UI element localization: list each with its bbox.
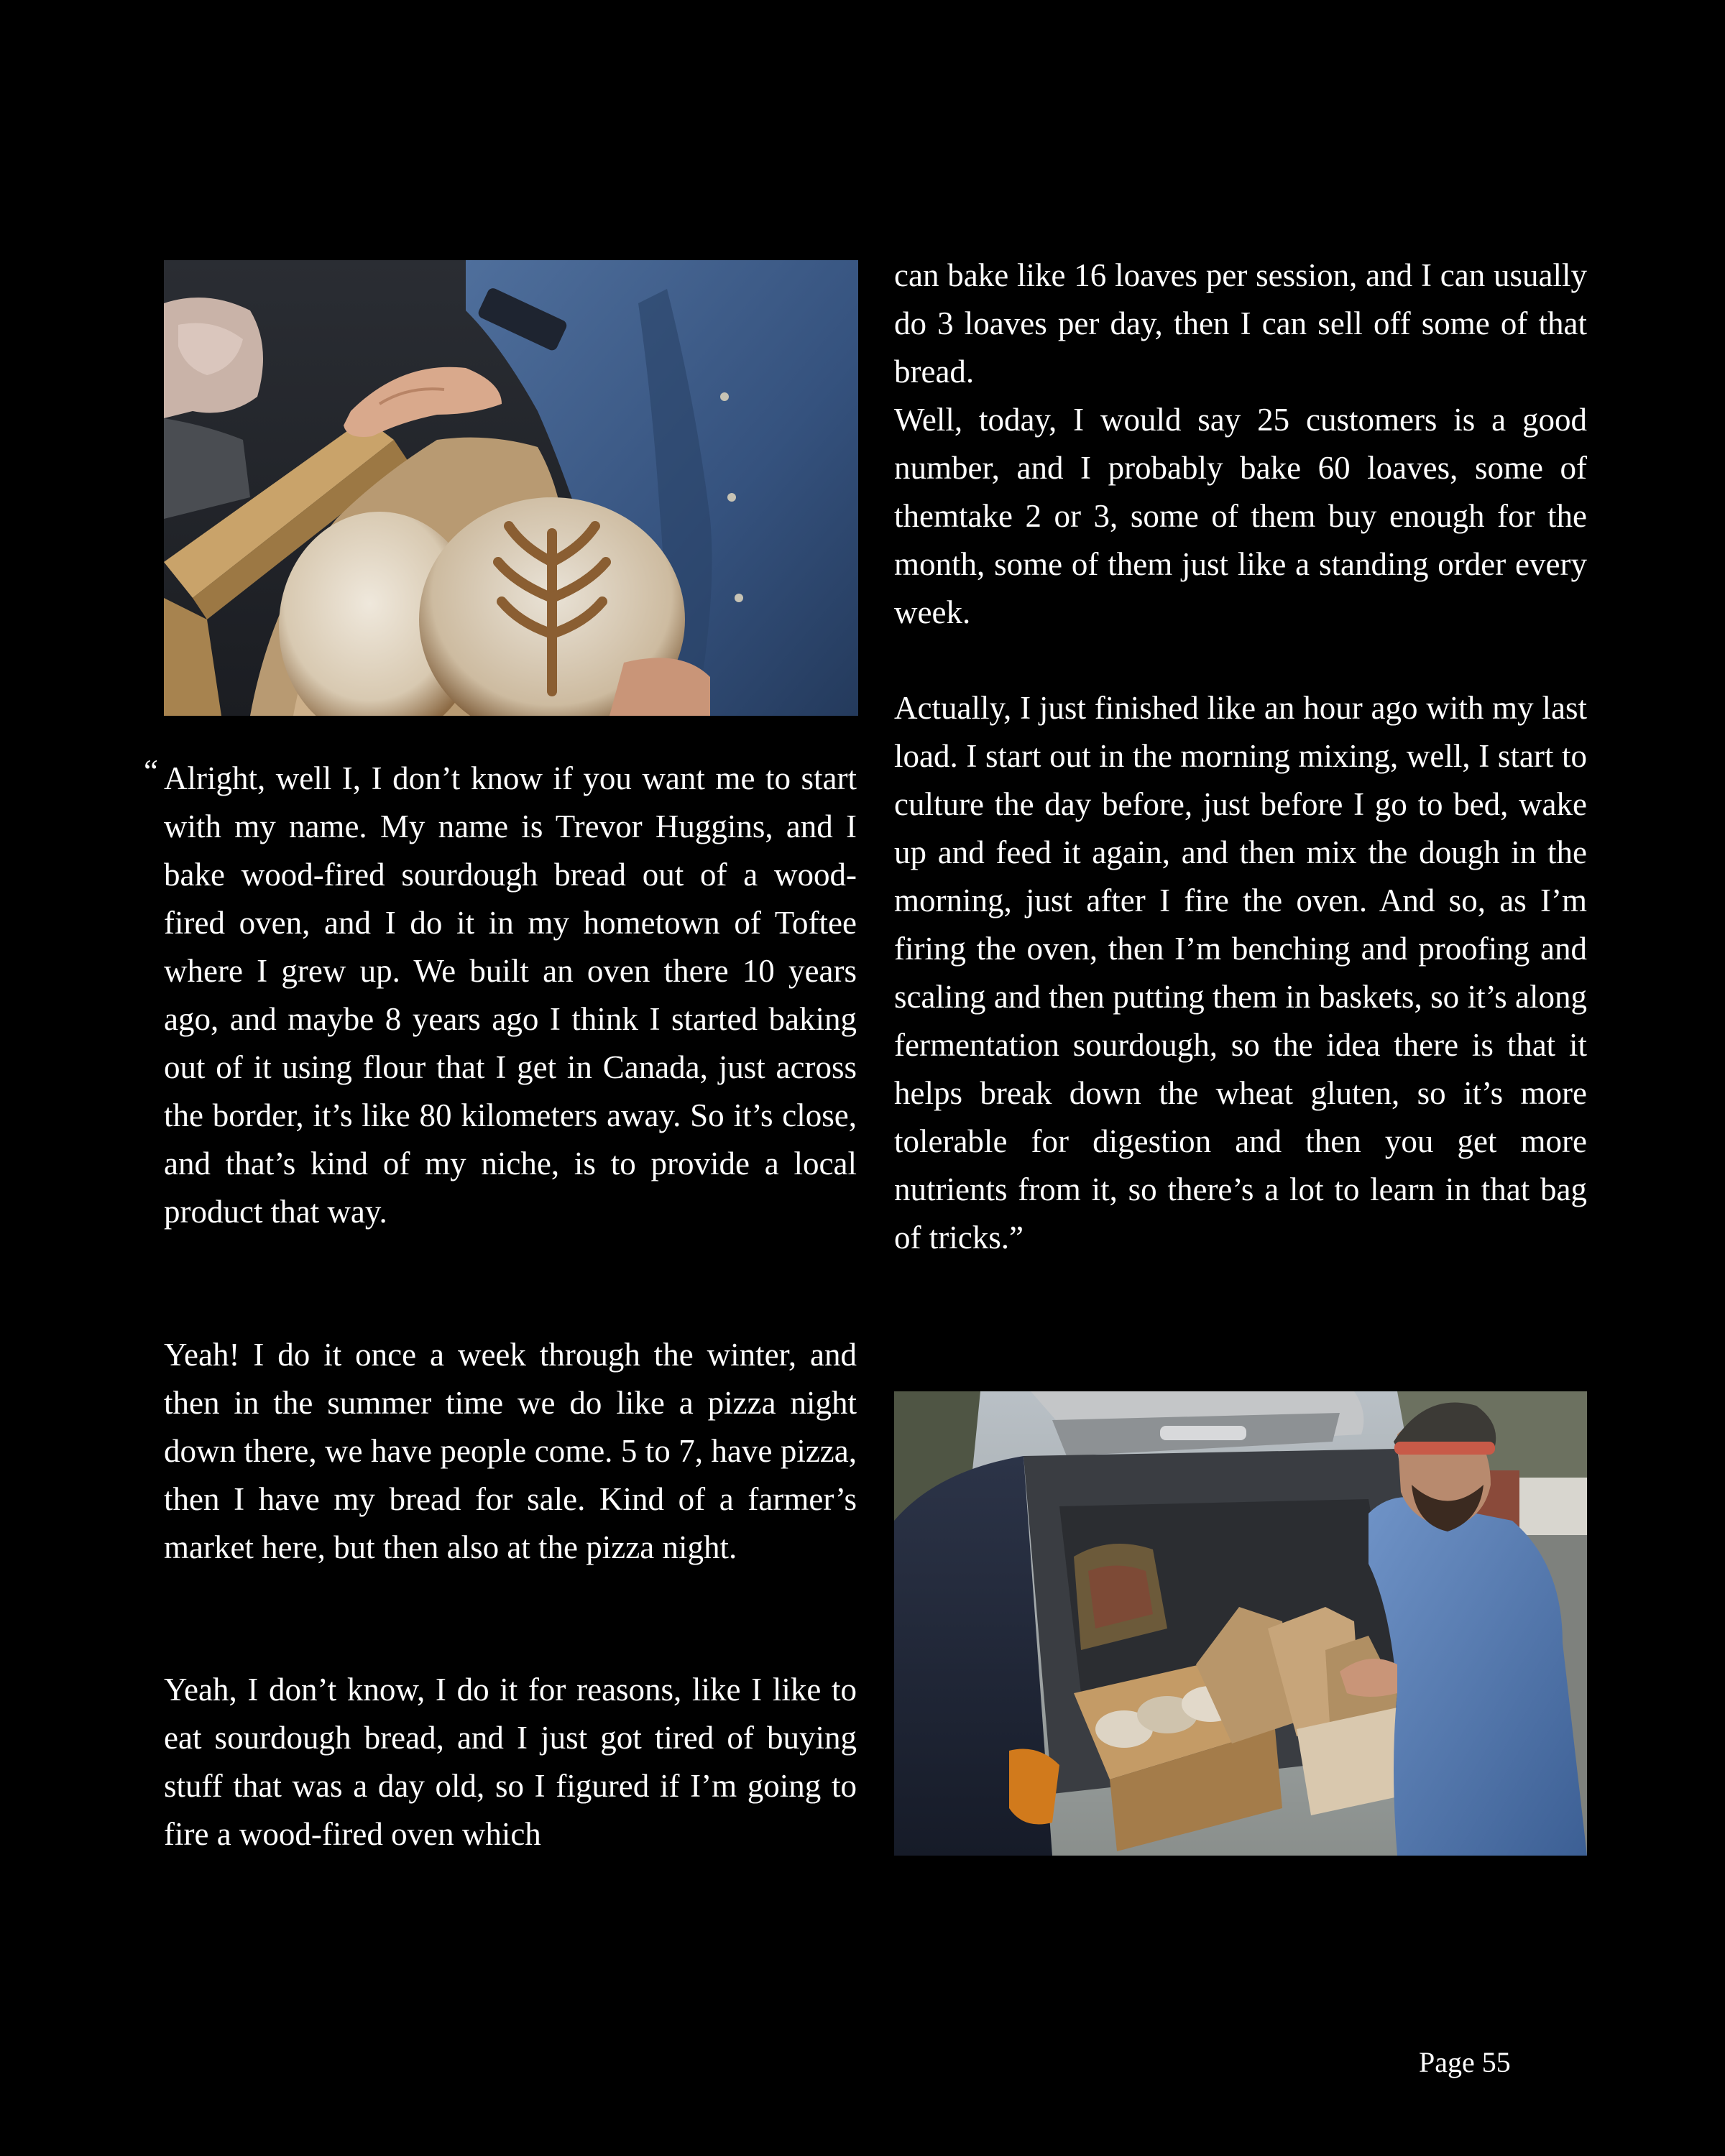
bread-loaves-image <box>164 260 858 716</box>
bread-loaves-photo <box>164 260 858 716</box>
interview-paragraph-1: Alright, well I, I don’t know if you want me to start with my name. My name is Trevor Huggins, and I bake wood-fired sourdough bread out of a wood-fired oven, and I do it in my hometown of Toftee where I grew up. We built an oven there 10 years ago, and maybe 8 years ago I think I started baking out of it using flour that I get in Canada, just across the border, it’s like 80 kilometers away. So it’s close, and that’s kind of my niche, is to provide a local product that way. <box>164 760 857 1230</box>
interview-paragraph-2: Yeah! I do it once a week through the winter, and then in the summer time we do like a pizza night down there, we have people come. 5 to 7, have pizza, then I have my bread for sale. Kind of a farmer’s market here, but then also at the pizza night. <box>164 1337 857 1565</box>
baker-car-trunk-photo <box>894 1391 1587 1856</box>
baker-car-trunk-image <box>894 1391 1587 1856</box>
opening-quote-mark: “ <box>144 753 158 789</box>
page-number: Page 55 <box>1419 2046 1511 2078</box>
interview-paragraph-5: Well, today, I would say 25 customers is a good number, and I probably bake 60 loaves, some of themtake 2 or 3, some of them buy enough for the month, some of them just like a standing order every week. <box>894 402 1587 630</box>
interview-paragraph-3: Yeah, I don’t know, I do it for reasons, like I like to eat sourdough bread, and I just got tired of buying stuff that was a day old, so I figured if I’m going to fire a wood-fired oven which <box>164 1672 857 1852</box>
interview-paragraph-6: Actually, I just finished like an hour ago with my last load. I start out in the morning mixing, well, I start to culture the day before, just before I go to bed, wake up and feed it again, and then mix the dough in the morning, just after I fire the oven. And so, as I’m firing the oven, then I’m benching and proofing and scaling and then putting them in baskets, so it’s along fermentation sourdough, so the idea there is that it helps break down the wheat gluten, so it’s more tolerable for digestion and then you get more nutrients from it, so there’s a lot to learn in that bag of tricks.” <box>894 690 1587 1256</box>
interview-paragraph-4: can bake like 16 loaves per session, and I can usually do 3 loaves per day, then I can sell off some of that bread. <box>894 257 1587 390</box>
